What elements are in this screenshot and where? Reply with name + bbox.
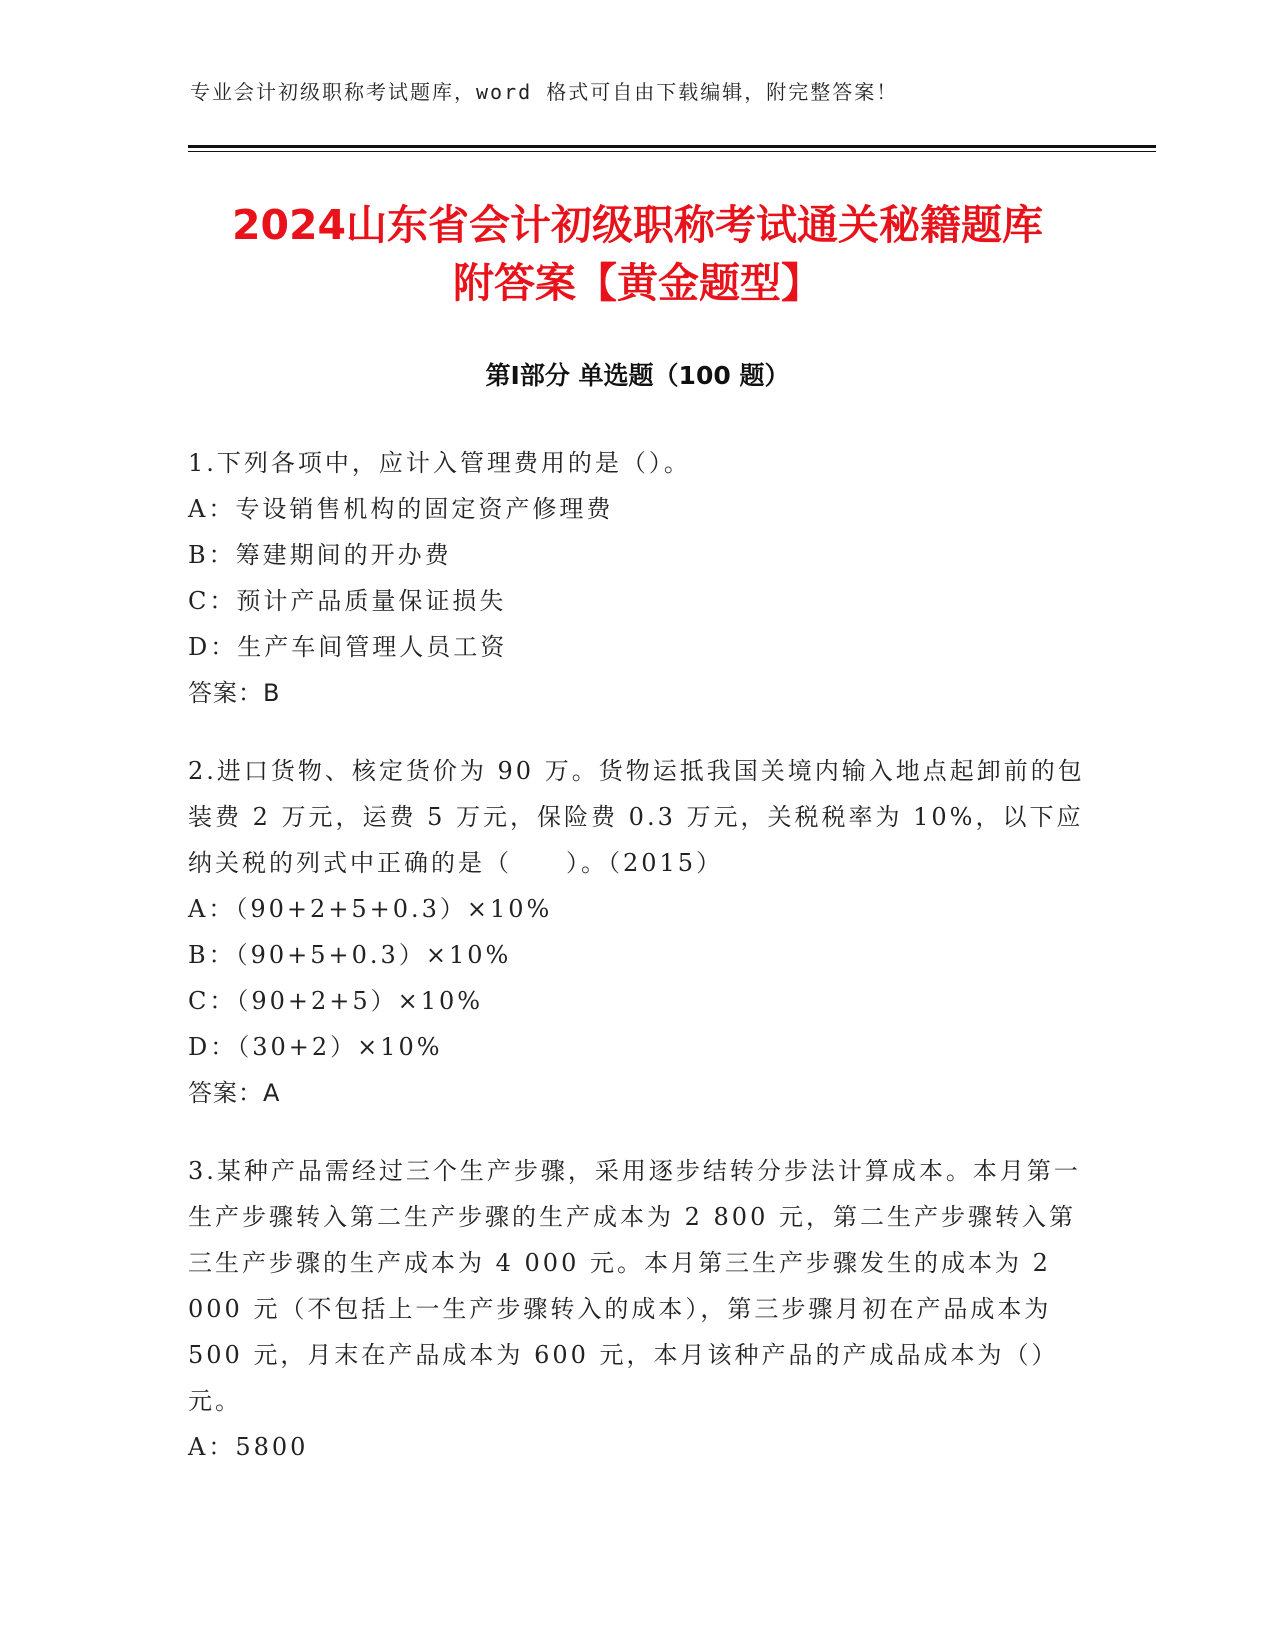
option-a: A：专设销售机构的固定资产修理费 (188, 495, 614, 523)
header-note: 专业会计初级职称考试题库，word 格式可自由下载编辑，附完整答案！ (190, 80, 899, 104)
option-a: A：5800 (188, 1433, 309, 1461)
question-list (188, 440, 1088, 1502)
header-rule-thick (188, 145, 1156, 148)
header-rule-thin (188, 151, 1156, 152)
option-d: D：（30+2）×10% (188, 1033, 443, 1061)
option-c: C：（90+2+5）×10% (188, 987, 484, 1015)
question-1 (188, 440, 1088, 716)
question-stem: 1.下列各项中，应计入管理费用的是（）。 (188, 449, 691, 477)
section-heading: 第Ⅰ部分 单选题（100 题） (485, 361, 790, 390)
option-a: A：（90+2+5+0.3）×10% (188, 895, 553, 923)
question-stem: 2.进口货物、核定货价为 90 万。货物运抵我国关境内输入地点起卸前的包装费 2 万元，运费 5 万元，保险费 0.3 万元，关税税率为 10%，以下应纳关税的列式中正确的是（ ）。（2015） (188, 757, 1085, 877)
document-title (150, 196, 1125, 312)
option-d: D：生产车间管理人员工资 (188, 633, 508, 661)
answer: 答案：A (188, 1079, 281, 1107)
question-2 (188, 748, 1088, 1116)
question-3 (188, 1148, 1088, 1470)
question-stem: 3.某种产品需经过三个生产步骤，采用逐步结转分步法计算成本。本月第一生产步骤转入第二生产步骤的生产成本为 2 800 元，第二生产步骤转入第三生产步骤的生产成本为 4 000 元。本月第三生产步骤发生的成本为 2 000 元（不包括上一生产步骤转入的成本），第三步骤月初在产品成本为 500 元，月末在产品成本为 600 元，本月该种产品的产成品成本为（）元。 (188, 1157, 1081, 1415)
option-c: C：预计产品质量保证损失 (188, 587, 507, 615)
title-line-1: 2024山东省会计初级职称考试通关秘籍题库 (231, 201, 1044, 249)
answer: 答案：B (188, 679, 281, 707)
option-b: B：（90+5+0.3）×10% (188, 941, 512, 969)
option-b: B：筹建期间的开办费 (188, 541, 452, 569)
title-line-2: 附答案【黄金题型】 (453, 259, 822, 307)
